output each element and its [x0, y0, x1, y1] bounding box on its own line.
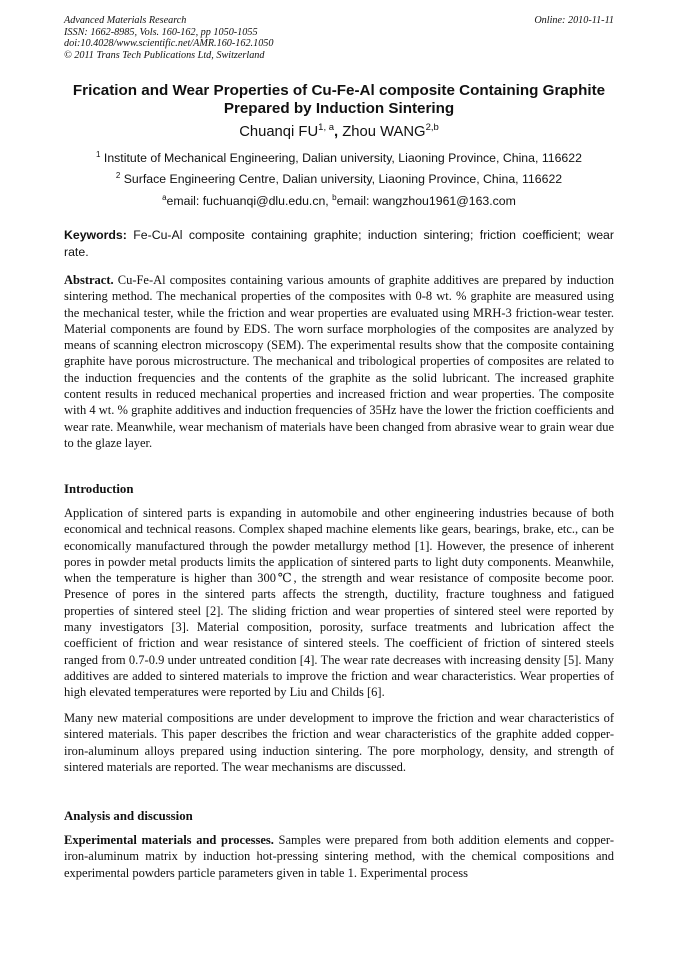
experimental-paragraph	[64, 832, 614, 881]
paper-title: Frication and Wear Properties of Cu-Fe-Al composite Containing Graphite Prepared by Induction Sintering	[72, 82, 606, 117]
introduction-paragraph-2: Many new material compositions are under development to improve the friction and wear characteristics of sintered materials. This paper describes the friction and wear characteristics of the graphite added copper-iron-aluminum alloys prepared using induction sintering. The pore morphology, density, and strength of sintered materials are reported. The wear mechanisms are discussed.	[64, 711, 614, 774]
doi-line: doi:10.4028/www.scientific.net/AMR.160-162.1050	[64, 38, 274, 50]
journal-header	[64, 15, 273, 61]
introduction-heading: Introduction	[64, 482, 134, 496]
affiliation-1-text: Institute of Mechanical Engineering, Dalian university, Liaoning Province, China, 116622	[100, 151, 582, 166]
abstract-label: Abstract.	[64, 273, 114, 287]
journal-name: Advanced Materials Research	[64, 15, 187, 26]
author-1-name: Chuanqi FU	[239, 123, 319, 140]
email-b-sup: b	[332, 193, 337, 202]
analysis-heading: Analysis and discussion	[64, 809, 193, 823]
keywords-text: Fe-Cu-Al composite containing graphite; induction sintering; friction coefficient; wear rate.	[64, 228, 614, 259]
online-date: Online: 2010-11-11	[534, 15, 614, 26]
affiliation-1-sup: 1	[96, 150, 101, 159]
author-1-sup: 1, a	[318, 122, 335, 133]
author-2-sup: 2,b	[425, 122, 439, 133]
abstract-text: Cu-Fe-Al composites containing various amounts of graphite additives are prepared by induction sintering method. The mechanical properties of the composites with 0-8 wt. % graphite are measured using the mechanical tester, while the friction and wear properties are evaluated using MRH-3 friction-wear tester. Material components are found by EDS. The worn surface morphologies of the composites are analyzed by means of scanning electron microscopy (SEM). The experimental results show that the composite containing graphite have porous microstructure. The mechanical and tribological properties of composites are related to the induction frequencies and the contents of the graphite as the solid lubricant. The increased graphite content results in reduced mechanical properties and increased friction and wear properties. The composite with 4 wt. % graphite additives and induction frequencies of 35Hz have the lower the friction coefficients and wear rate. Meanwhile, wear mechanism of materials have been changed from abrasive wear to grain wear due to the glaze layer.	[64, 273, 614, 450]
author-line	[64, 122, 614, 140]
affiliation-2-text: Surface Engineering Centre, Dalian university, Liaoning Province, China, 116622	[120, 172, 563, 187]
affiliation-2-sup: 2	[115, 171, 121, 180]
author-2-name: Zhou WANG	[342, 123, 426, 140]
keywords-label: Keywords:	[64, 228, 127, 242]
email-line	[64, 193, 614, 208]
experimental-label: Experimental materials and processes.	[64, 833, 274, 847]
issn-line: ISSN: 1662-8985, Vols. 160-162, pp 1050-1055	[64, 26, 258, 38]
experimental-text: Samples were prepared from both addition elements and copper-iron-aluminum matrix by induction hot-pressing sintering method, with the chemical compositions and experimental powders particle parameters given in table 1. Experimental process	[64, 833, 614, 880]
abstract	[64, 272, 614, 451]
keywords	[64, 227, 614, 260]
author-separator: ,	[334, 123, 343, 140]
copyright-line: © 2011 Trans Tech Publications Ltd, Switzerland	[64, 49, 265, 61]
affiliation-2	[64, 171, 614, 186]
introduction-paragraph-1: Application of sintered parts is expanding in automobile and other engineering industries because of both economical and technical reasons. Complex shaped machine elements like gears, bearings, brake, etc., can be economically manufactured through the powder metallurgy method [1]. However, the presence of inherent pores in powder metal products limits the application of sintered parts to light duty components. Meanwhile, when the temperature is higher than 300℃, the strength and wear resistance of composite become poor. Presence of pores in the sintered parts affects the strength, ductility, fracture toughness and fatigued properties of sintered steel [2]. The sliding friction and wear properties of sintered steel were reported by many investigators [3]. Material composition, porosity, surface treatments and lubrication affect the coefficient of friction and wear resistance of sintered steels. The coefficient of friction of sintered steels ranged from 0.7-0.9 under untreated condition [4]. The wear rate decreases with increasing density [5]. Many additives are added to sintered materials to improve the friction and wear characteristics. Wear properties of high elevated temperatures were reported by Liu and Childs [6].	[64, 506, 614, 700]
email-a-text: email: fuchuanqi@dlu.edu.cn,	[166, 194, 333, 209]
affiliation-1	[64, 150, 614, 165]
email-b-text: email: wangzhou1961@163.com	[336, 194, 516, 209]
email-a-sup: a	[162, 193, 167, 202]
